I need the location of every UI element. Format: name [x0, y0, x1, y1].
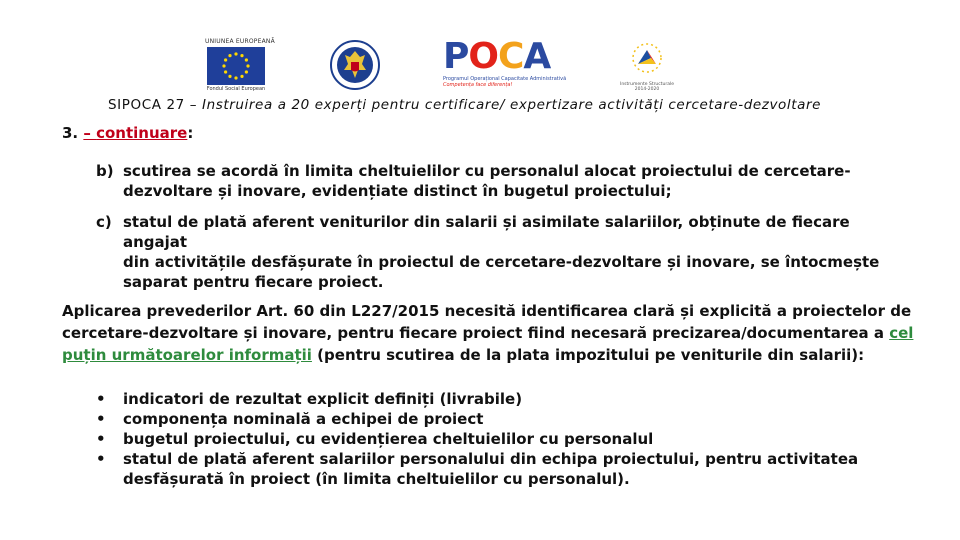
eu-star-icon [245, 58, 248, 61]
poca-letter: C [498, 36, 524, 77]
eu-star-icon [234, 52, 237, 55]
continuation-text: continuare [96, 124, 188, 142]
item-label: b) [96, 162, 114, 180]
bullet-icon: • [96, 390, 106, 408]
eu-logo [205, 38, 275, 94]
eu-star-icon [228, 75, 231, 78]
item-label: c) [96, 213, 112, 231]
eu-star-icon [234, 76, 237, 79]
item-text: statul de plată aferent veniturilor din salarii și asimilate salariilor, obținute de fiecare angajat din activitățile desfășurate în proiectul de cercetare-dezvoltare și inovare, se întocmește saparat pentru fiecare proiect. [123, 213, 880, 291]
structural-instruments-years: 2014-2020 [634, 87, 660, 92]
bullet-item [96, 449, 896, 489]
eu-star-icon [240, 54, 243, 57]
eu-star-icon [240, 75, 243, 78]
eu-star-icon [222, 64, 225, 67]
structural-instruments-icon [618, 38, 676, 78]
list-item [96, 161, 876, 203]
eu-star-icon [228, 54, 231, 57]
bullet-text: statul de plată aferent salariilor personalului din echipa proiectului, pentru activitatea desfășurată în proiect (în limita cheltuielilor cu personalul). [123, 450, 859, 488]
bullet-text: indicatori de rezultat explicit definiți (livrabile) [123, 390, 523, 408]
bullet-text: componența nominală a echipei de proiect [123, 410, 484, 428]
eu-star-icon [224, 58, 227, 61]
government-logo [330, 40, 380, 90]
poca-tagline: Competența face diferența! [443, 82, 513, 88]
poca-letter: A [523, 36, 551, 77]
title-italic: Instruirea a 20 experți pentru certificare/ expertizare activități cercetare-dezvoltare [201, 97, 822, 113]
body-paragraph [62, 300, 932, 366]
bullet-list [96, 389, 896, 489]
item-text: scutirea se acordă în limita cheltuielilor cu personalul alocat proiectului de cercetare- dezvoltare și inovare, evidențiate distinct în bugetul proiectului; [123, 162, 851, 200]
section-number: 3. [62, 124, 84, 142]
poca-letter: P [443, 36, 469, 77]
romanian-coat-of-arms-icon [330, 40, 380, 90]
bullet-icon: • [96, 410, 106, 428]
continuation-link[interactable] [83, 124, 187, 142]
section-suffix: : [187, 124, 194, 142]
bullet-item [96, 389, 896, 409]
poca-wordmark [443, 38, 565, 76]
eu-star-icon [245, 70, 248, 73]
poca-letter: O [468, 36, 498, 77]
title-prefix: SIPOCA 27 – [108, 97, 202, 113]
eu-logo-top-text: UNIUNEA EUROPEANĂ [205, 38, 275, 45]
highlight-link[interactable]: cel puțin următoarelor informații [62, 324, 914, 364]
eu-star-icon [246, 64, 249, 67]
page-title [108, 97, 908, 113]
eu-star-icon [224, 70, 227, 73]
bullet-item [96, 429, 896, 449]
paragraph-text: Aplicarea prevederilor Art. 60 din L227/2015 necesită identificarea clară și explicită a proiectelor de cercetare-dezvoltare și inovare, pentru fiecare proiect fiind necesară precizarea/documentarea a [62, 302, 912, 342]
bullet-text: bugetul proiectului, cu evidențierea cheltuielilor cu personalul [123, 430, 654, 448]
bullet-icon: • [96, 430, 106, 448]
section-heading [62, 124, 193, 142]
structural-instruments-text: Instrumente Structurale [620, 82, 674, 87]
poca-logo [443, 38, 565, 96]
bullet-icon: • [96, 450, 106, 468]
paragraph-text-end: (pentru scutirea de la plata impozitului pe veniturile din salarii): [311, 346, 865, 364]
eu-stars-icon [207, 47, 265, 85]
structural-instruments-logo [618, 38, 676, 94]
list-item [96, 212, 880, 291]
continuation-dash: – [83, 124, 97, 142]
poca-subtitle: Programul Operațional Capacitate Administrativă [443, 76, 567, 82]
eu-flag-icon [207, 47, 265, 85]
eu-logo-bottom-text: Fondul Social European [206, 86, 266, 92]
bullet-item [96, 409, 896, 429]
